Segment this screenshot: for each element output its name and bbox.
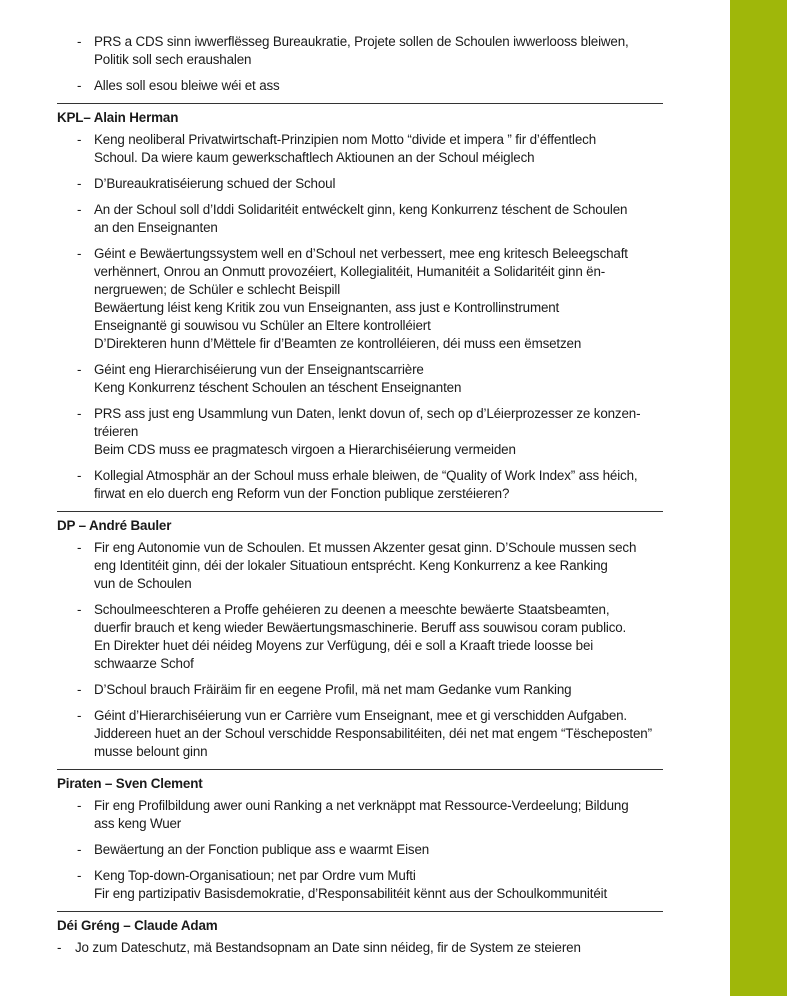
bullet-text: Jo zum Dateschutz, mä Bestandsopnam an Date sinn néideg, fir de System ze steieren: [75, 940, 581, 955]
list-item: [57, 797, 663, 833]
bullet-marker: -: [77, 868, 82, 883]
list-item: [57, 405, 663, 459]
list-item: [57, 33, 663, 69]
list-item: [57, 939, 663, 957]
bullet-text: Bewäertung an der Fonction publique ass e waarmt Eisen: [94, 842, 430, 857]
bullet-text: Fir eng Profilbildung awer ouni Ranking a net verknäppt mat Ressource-Verdeelung; Bildung ass keng Wuer: [94, 798, 629, 831]
bullet-marker: -: [77, 602, 82, 617]
list-item: [57, 467, 663, 503]
bullet-marker: -: [77, 468, 82, 483]
section-heading-dei-greng: Déi Gréng – Claude Adam: [57, 911, 663, 935]
section-heading-piraten: Piraten – Sven Clement: [57, 769, 663, 793]
bullet-text: An der Schoul soll d’Iddi Solidaritéit entwéckelt ginn, keng Konkurrenz téschent de Schoulen an den Enseignanten: [94, 202, 628, 235]
bullet-text: PRS ass just eng Usammlung vun Daten, lenkt dovun of, sech op d’Léierprozesser ze konzen- tréieren Beim CDS muss ee pragmatesch virgoen a Hierarchiséierung vermeiden: [94, 406, 641, 457]
bullet-marker: -: [77, 682, 82, 697]
bullet-marker: -: [77, 202, 82, 217]
bullet-marker: -: [77, 246, 82, 261]
bullet-text: Schoulmeeschteren a Proffe gehéieren zu deenen a meeschte bewäerte Staatsbeamten, duerfir brauch et keng wieder Bewäertungsmaschinerie. Beruff ass souwisou coram publico. En Direkter huet déi néideg Moyens zur Verfügung, déi e soll a Kraaft triede loosse bei schwaarze Schof: [94, 602, 627, 671]
bullet-text: Alles soll esou bleiwe wéi et ass: [94, 78, 280, 93]
green-side-bar: [730, 0, 787, 996]
bullet-text: Géint d’Hierarchiséierung vun er Carrière vum Enseignant, mee et gi verschidden Aufgaben. Jiddereen huet an der Schoul verschidde Responsabilitéiten, déi net mat engem “Tëscheposten” musse belount ginn: [94, 708, 652, 759]
list-item: [57, 131, 663, 167]
list-item: [57, 539, 663, 593]
bullet-text: Keng neoliberal Privatwirtschaft-Prinzipien nom Motto “divide et impera ” fir d’éffentlech Schoul. Da wiere kaum gewerkschaftlech Aktiounen an der Schoul méiglech: [94, 132, 597, 165]
list-item: [57, 841, 663, 859]
bullet-marker: -: [57, 940, 62, 955]
section-heading-kpl: KPL– Alain Herman: [57, 103, 663, 127]
list-item: [57, 201, 663, 237]
bullet-text: Géint e Bewäertungssystem well en d’Schoul net verbessert, mee eng kritesch Beleegschaft verhënnert, Onrou an Onmutt provozéiert, Kollegialitéit, Humanitéit a Solidaritéit ginn ën- nergruewen; de Schüler e schlecht Beispill Bewäertung léist keng Kritik zou vun Enseignanten, ass just e Kontrollinstrument Enseignantë gi souwisou vu Schüler an Eltere kontrolléiert D’Direkteren hunn d’Mëttele fir d’Beamten ze kontrolléieren, déi muss een ëmsetzen: [94, 246, 628, 351]
bullet-text: Fir eng Autonomie vun de Schoulen. Et mussen Akzenter gesat ginn. D’Schoule mussen sech eng Identitéit ginn, déi der lokaler Situatioun entsprécht. Keng Konkurrenz a kee Ranking vun de Schoulen: [94, 540, 637, 591]
bullet-marker: -: [77, 78, 82, 93]
list-item: [57, 361, 663, 397]
list-item: [57, 245, 663, 353]
list-item: [57, 175, 663, 193]
bullet-marker: -: [77, 798, 82, 813]
bullet-marker: -: [77, 362, 82, 377]
list-item: [57, 867, 663, 903]
bullet-marker: -: [77, 842, 82, 857]
bullet-text: Kollegial Atmosphär an der Schoul muss erhale bleiwen, de “Quality of Work Index” ass héich, firwat en elo duerch eng Reform vun der Fonction publique zerstéieren?: [94, 468, 638, 501]
bullet-marker: -: [77, 708, 82, 723]
list-item: [57, 77, 663, 95]
section-heading-dp: DP – André Bauler: [57, 511, 663, 535]
bullet-text: Keng Top-down-Organisatioun; net par Ordre vum Mufti Fir eng partizipativ Basisdemokratie, d’Responsabilitéit kënnt aus der Schoulkommunitéit: [94, 868, 608, 901]
bullet-marker: -: [77, 176, 82, 191]
bullet-text: D’Schoul brauch Fräiräim fir en eegene Profil, mä net mam Gedanke vum Ranking: [94, 682, 572, 697]
list-item: [57, 601, 663, 673]
bullet-marker: -: [77, 406, 82, 421]
bullet-marker: -: [77, 540, 82, 555]
bullet-text: D’Bureaukratiséierung schued der Schoul: [94, 176, 336, 191]
list-item: [57, 681, 663, 699]
document-body: [57, 33, 663, 965]
list-item: [57, 707, 663, 761]
bullet-text: PRS a CDS sinn iwwerflësseg Bureaukratie, Projete sollen de Schoulen iwwerlooss bleiwen, Politik soll sech eraushalen: [94, 34, 629, 67]
bullet-marker: -: [77, 132, 82, 147]
bullet-text: Géint eng Hierarchiséierung vun der Enseignantscarrière Keng Konkurrenz téschent Schoulen an téschent Enseignanten: [94, 362, 462, 395]
bullet-marker: -: [77, 34, 82, 49]
